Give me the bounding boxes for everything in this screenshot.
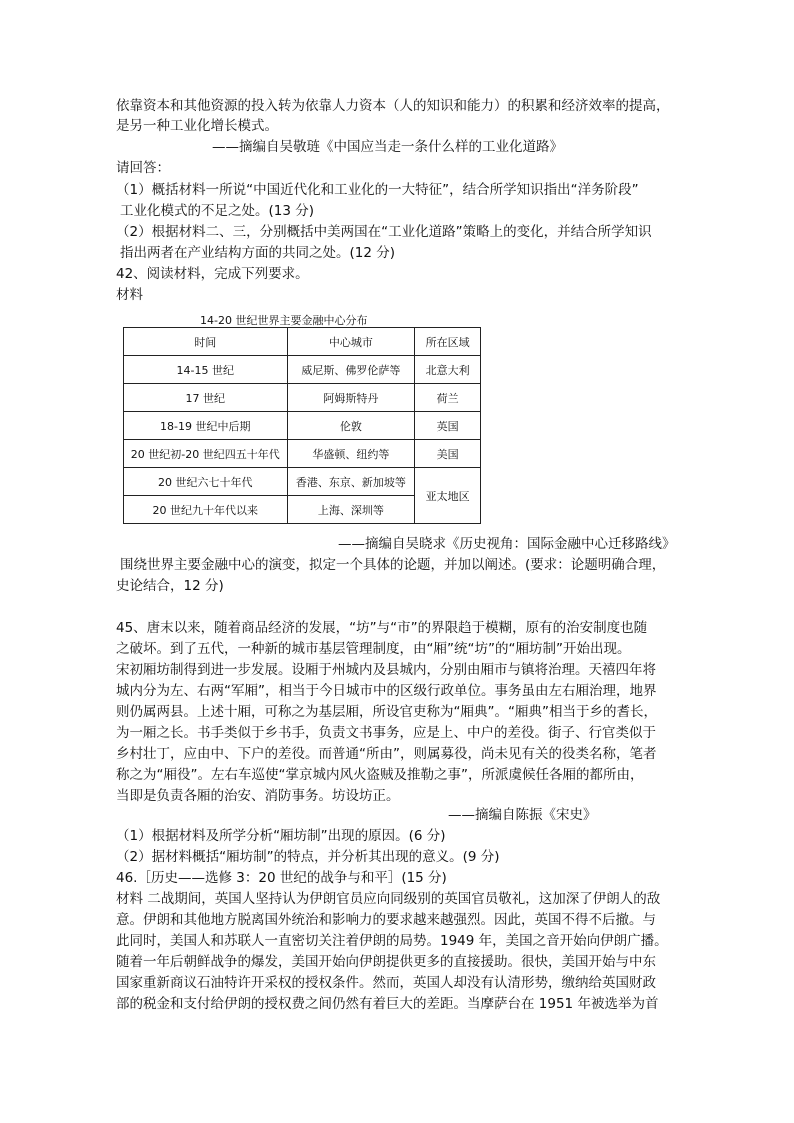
table-row	[124, 384, 481, 412]
paragraph-line: 随着一年后朝鲜战争的爆发，美国开始向伊朗提供更多的直接援助。很快，美国开始与中东	[116, 954, 656, 970]
paragraph-line: 城内分为左、右两“军厢”，相当于今日城市中的区级行政单位。事务虽由左右厢治理，地界	[116, 683, 657, 699]
table-cell: 17 世纪	[124, 384, 288, 412]
paragraph-line: 部的税金和支付给伊朗的授权费之间仍然有着巨大的差距。当摩萨台在 1951 年被选举为首	[116, 996, 659, 1012]
header-cell: 中心城市	[287, 328, 415, 356]
paragraph-line: 当即是负责各厢的治安、消防事务。坊设坊正。	[116, 788, 400, 804]
paragraph-line: 之破坏。到了五代，一种新的城市基层管理制度，由“厢”统“坊”的“厢坊制”开始出现。	[116, 641, 631, 657]
question-line: （1）根据材料及所学分析“厢坊制”出现的原因。(6 分)	[116, 828, 446, 844]
paragraph-line: 是另一种工业化增长模式。	[116, 118, 278, 134]
table-cell: 香港、东京、新加坡等	[287, 468, 415, 496]
table-header-row	[124, 328, 481, 356]
paragraph-line: 乡村壮丁，应由中、下户的差役。而普通“所由”，则属募役，尚未见有关的役类名称，笔者	[116, 746, 657, 762]
paragraph-line: 为一厢之长。书手类似于乡书手，负责文书事务，应是上、中户的差役。街子、行官类似于	[116, 725, 656, 741]
source-citation: ——摘编自陈振《宋史》	[448, 807, 597, 823]
table-cell: 北意大利	[415, 356, 481, 384]
table-cell: 亚太地区	[415, 468, 481, 524]
paragraph-line: 国家重新商议石油特许开采权的授权条件。然而，英国人却没有认清形势，缴纳给英国财政	[116, 975, 656, 991]
paragraph-line: 材料 二战期间，英国人坚持认为伊朗官员应向同级别的英国官员敬礼，这加深了伊朗人的敌	[116, 891, 661, 907]
question-line: （2）据材料概括“厢坊制”的特点，并分析其出现的意义。(9 分)	[116, 849, 500, 865]
question-heading: 42、阅读材料，完成下列要求。	[116, 266, 309, 282]
table-row	[124, 356, 481, 384]
prompt-line: 请回答：	[116, 160, 170, 176]
paragraph-line: 则仍属两县。上述十厢，可称之为基层厢，所设官吏称为“厢典”。“厢典”相当于乡的耆长，	[116, 704, 657, 720]
table-title: 14-20 世纪世界主要金融中心分布	[200, 314, 368, 327]
table-cell: 14-15 世纪	[124, 356, 288, 384]
table-cell: 20 世纪九十年代以来	[124, 496, 288, 524]
table-cell: 20 世纪初-20 世纪四五十年代	[124, 440, 288, 468]
paragraph-line: 此同时，美国人和苏联人一直密切关注着伊朗的局势。1949 年，美国之音开始向伊朗广播。	[116, 933, 668, 949]
source-citation: ——摘编自吴敬琏《中国应当走一条什么样的工业化道路》	[212, 139, 563, 155]
task-line: 史论结合，12 分)	[116, 578, 224, 594]
material-label: 材料	[116, 287, 143, 303]
question-line: 工业化模式的不足之处。(13 分)	[120, 203, 315, 219]
header-cell: 所在区域	[415, 328, 481, 356]
source-citation: ——摘编自吴晓求《历史视角：国际金融中心迁移路线》	[338, 536, 676, 552]
table-cell: 英国	[415, 412, 481, 440]
question-heading: 46.［历史——选修 3：20 世纪的战争与和平］(15 分)	[116, 870, 447, 886]
header-cell: 时间	[124, 328, 288, 356]
question-line: 指出两者在产业结构方面的共同之处。(12 分)	[120, 245, 396, 261]
table-cell: 威尼斯、佛罗伦萨等	[287, 356, 415, 384]
table-cell: 阿姆斯特丹	[287, 384, 415, 412]
table-row	[124, 440, 481, 468]
table-cell: 20 世纪六七十年代	[124, 468, 288, 496]
question-line: （1）概括材料一所说“中国近代化和工业化的一大特征”，结合所学知识指出“洋务阶段”	[116, 182, 639, 198]
paragraph-line: 意。伊朗和其他地方脱离国外统治和影响力的要求越来越强烈。因此，英国不得不后撤。与	[116, 912, 656, 928]
table-row	[124, 468, 481, 496]
paragraph-line: 称之为“厢役”。左右车巡使“掌京城内风火盗贼及推勒之事”，所派虞候任各厢的都所由，	[116, 767, 644, 783]
table-cell: 上海、深圳等	[287, 496, 415, 524]
table-row	[124, 412, 481, 440]
table-cell: 18-19 世纪中后期	[124, 412, 288, 440]
paragraph-line: 宋初厢坊制得到进一步发展。设厢于州城内及县城内，分别由厢市与镇将治理。天禧四年将	[116, 662, 656, 678]
table-cell: 美国	[415, 440, 481, 468]
question-line: （2）根据材料二、三，分别概括中美两国在“工业化道路”策略上的变化，并结合所学知识	[116, 224, 652, 240]
table-cell: 伦敦	[287, 412, 415, 440]
financial-centers-table	[123, 327, 481, 524]
table-cell: 荷兰	[415, 384, 481, 412]
paragraph-line: 45、唐末以来，随着商品经济的发展，“坊”与“市”的界限趋于模糊，原有的治安制度也随	[116, 620, 648, 636]
paragraph-line: 依靠资本和其他资源的投入转为依靠人力资本（人的知识和能力）的积累和经济效率的提高，	[116, 98, 670, 114]
task-line: 围绕世界主要金融中心的演变，拟定一个具体的论题，并加以阐述。(要求：论题明确合理，	[120, 557, 666, 573]
table-cell: 华盛顿、纽约等	[287, 440, 415, 468]
